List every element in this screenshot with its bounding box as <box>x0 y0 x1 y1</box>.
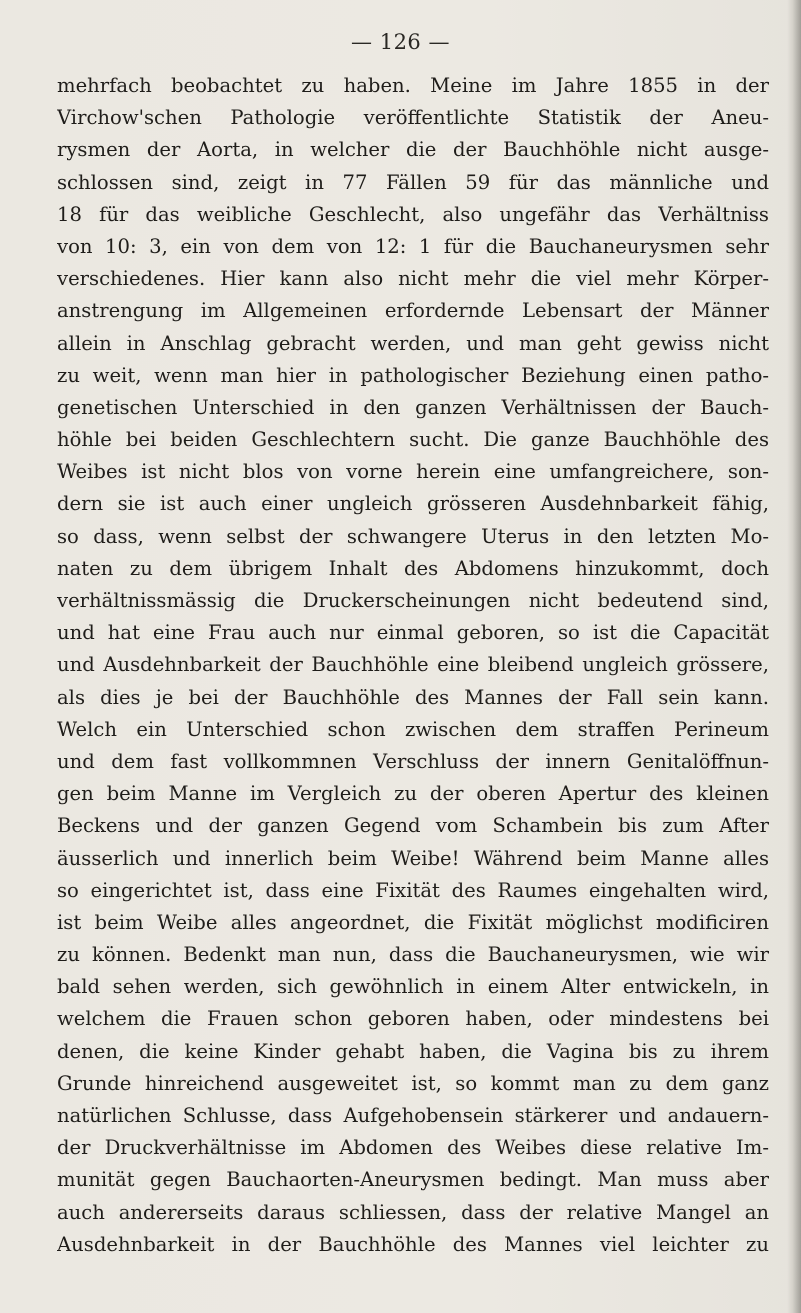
text-line: genetischen Unterschied in den ganzen Verhältnissen der Bauch- <box>57 395 769 419</box>
text-line: rysmen der Aorta, in welcher die der Bauchhöhle nicht ausge- <box>57 138 769 162</box>
text-line: und hat eine Frau auch nur einmal geboren, so ist die Capacität <box>57 621 769 645</box>
text-line: von 10: 3, ein von dem von 12: 1 für die Bauchaneurysmen sehr <box>57 234 769 258</box>
text-line: Welch ein Unterschied schon zwischen dem straffen Perineum <box>57 717 769 741</box>
text-line: verhältnissmässig die Druckerscheinungen nicht bedeutend sind, <box>57 589 769 612</box>
text-line: Ausdehnbarkeit in der Bauchhöhle des Mannes viel leichter zu <box>57 1232 769 1256</box>
text-line: ist beim Weibe alles angeordnet, die Fixität möglichst modificiren <box>57 910 769 934</box>
text-line: anstrengung im Allgemeinen erfordernde Lebensart der Männer <box>57 299 769 323</box>
text-line: zu können. Bedenkt man nun, dass die Bauchaneurysmen, wie wir <box>57 943 769 967</box>
text-line: Beckens und der ganzen Gegend vom Schambein bis zum After <box>57 814 769 838</box>
text-line: bald sehen werden, sich gewöhnlich in einem Alter entwickeln, in <box>57 975 769 999</box>
text-line: höhle bei beiden Geschlechtern sucht. Die ganze Bauchhöhle des <box>57 428 769 452</box>
text-line: verschiedenes. Hier kann also nicht mehr die viel mehr Körper- <box>57 267 769 291</box>
text-line: Weibes ist nicht blos von vorne herein eine umfangreichere, son- <box>57 460 769 484</box>
text-line: natürlichen Schlusse, dass Aufgehobensein stärkerer und andauern- <box>57 1104 769 1127</box>
text-line: Virchow'schen Pathologie veröffentlichte Statistik der Aneu- <box>57 106 769 130</box>
text-line: äusserlich und innerlich beim Weibe! Während beim Manne alles <box>57 846 769 870</box>
text-line: mehrfach beobachtet zu haben. Meine im Jahre 1855 in der <box>57 74 769 97</box>
text-line: der Druckverhältnisse im Abdomen des Weibes diese relative Im- <box>57 1136 769 1160</box>
text-line: schlossen sind, zeigt in 77 Fällen 59 für das männliche und <box>57 170 769 194</box>
text-line: denen, die keine Kinder gehabt haben, die Vagina bis zu ihrem <box>57 1039 769 1063</box>
text-line: Grunde hinreichend ausgeweitet ist, so kommt man zu dem ganz <box>57 1071 769 1095</box>
text-line: 18 für das weibliche Geschlecht, also ungefähr das Verhältniss <box>57 202 769 226</box>
text-line: als dies je bei der Bauchhöhle des Mannes der Fall sein kann. <box>57 685 769 709</box>
page-number: — 126 — <box>351 30 450 54</box>
text-line: allein in Anschlag gebracht werden, und man geht gewiss nicht <box>57 331 769 355</box>
text-line: so eingerichtet ist, dass eine Fixität des Raumes eingehalten wird, <box>57 878 769 902</box>
text-line: auch andererseits daraus schliessen, dass der relative Mangel an <box>57 1200 769 1224</box>
text-line: und dem fast vollkommnen Verschluss der innern Genitalöffnun- <box>57 749 769 773</box>
text-line: dern sie ist auch einer ungleich grösseren Ausdehnbarkeit fähig, <box>57 492 769 516</box>
text-line: so dass, wenn selbst der schwangere Uterus in den letzten Mo- <box>57 524 769 548</box>
text-line: und Ausdehnbarkeit der Bauchhöhle eine bleibend ungleich grössere, <box>57 653 769 677</box>
text-line: munität gegen Bauchaorten-Aneurysmen bedingt. Man muss aber <box>57 1168 769 1192</box>
text-line: gen beim Manne im Vergleich zu der oberen Apertur des kleinen <box>57 782 769 806</box>
page-edge-shadow <box>787 0 801 1313</box>
body-text <box>57 70 769 1261</box>
text-line: welchem die Frauen schon geboren haben, oder mindestens bei <box>57 1007 769 1031</box>
text-line: naten zu dem übrigem Inhalt des Abdomens hinzukommt, doch <box>57 556 769 580</box>
text-line: zu weit, wenn man hier in pathologischer Beziehung einen patho- <box>57 363 769 387</box>
